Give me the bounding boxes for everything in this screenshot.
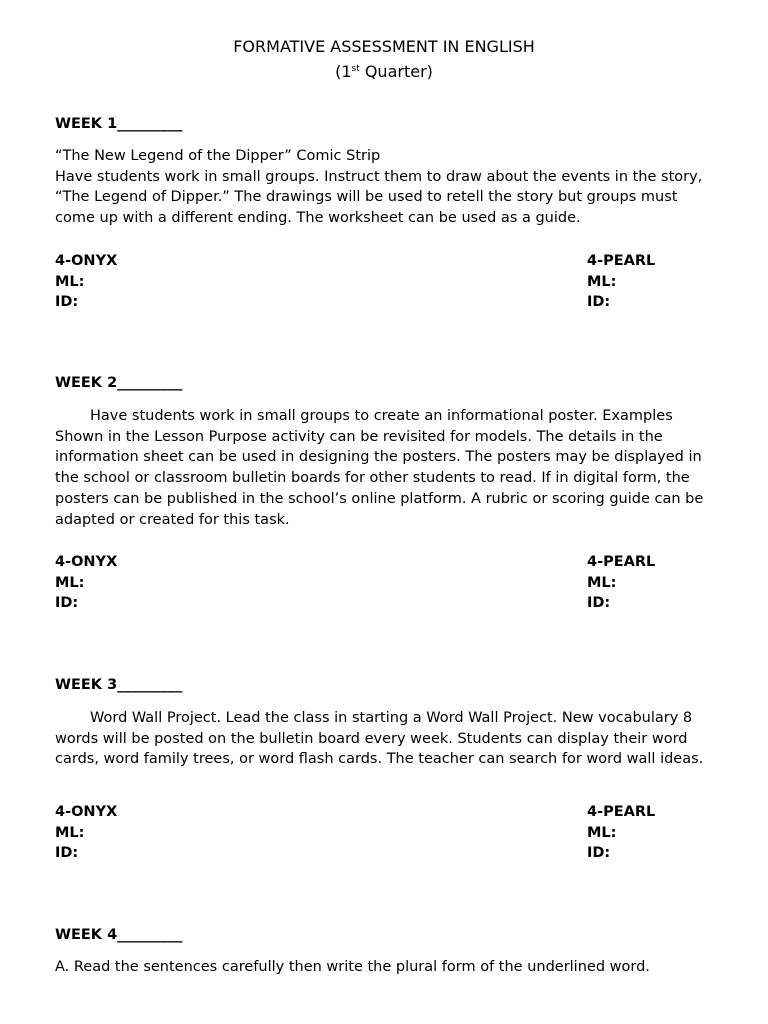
- document-title: FORMATIVE ASSESSMENT IN ENGLISH: [233, 37, 535, 56]
- id-label: ID:: [55, 595, 79, 612]
- week-1-section-onyx: [55, 251, 117, 313]
- ml-label: ML:: [55, 273, 85, 290]
- quarter-ordinal-suffix: st: [351, 64, 360, 74]
- id-label: ID:: [587, 294, 611, 311]
- week-4-heading: WEEK 4_________: [55, 927, 183, 943]
- week-2-line: [55, 406, 735, 427]
- week-4-instructions: [55, 957, 735, 978]
- ml-label: ML:: [587, 273, 617, 290]
- id-label: ID:: [587, 595, 611, 612]
- week-2-line-text: Have students work in small groups to create an informational poster. Examples: [90, 408, 673, 424]
- ml-label: ML:: [55, 824, 85, 841]
- week-3-instructions: [55, 708, 735, 770]
- section-name: 4-ONYX: [55, 804, 118, 820]
- week-1-instructions: [55, 146, 735, 229]
- week-3-line: words will be posted on the bulletin board every week. Students can display their word: [55, 730, 688, 747]
- week-2-instructions: [55, 406, 735, 530]
- section-name: 4-ONYX: [55, 554, 118, 570]
- week-3-section-pearl: [587, 802, 655, 864]
- week-3-section-onyx: [55, 802, 117, 864]
- week-3-line: cards, word family trees, or word flash cards. The teacher can search for word wall ideas.: [55, 751, 704, 768]
- week-3-heading: WEEK 3_________: [55, 677, 183, 693]
- week-2-line: adapted or created for this task.: [55, 511, 290, 528]
- week-1-line: come up with a different ending. The worksheet can be used as a guide.: [55, 210, 581, 227]
- ml-label: ML:: [587, 824, 617, 841]
- section-name: 4-PEARL: [587, 554, 656, 570]
- section-name: 4-ONYX: [55, 253, 118, 269]
- week-1-line: “The Legend of Dipper.” The drawings will be used to retell the story but groups must: [55, 189, 678, 206]
- week-2-line: information sheet can be used in designing the posters. The posters may be displayed in: [55, 449, 702, 466]
- week-4-line: A. Read the sentences carefully then write the plural form of the underlined word.: [55, 959, 650, 975]
- quarter-subtitle: [0, 62, 768, 81]
- quarter-suffix: Quarter): [359, 62, 433, 81]
- section-name: 4-PEARL: [587, 253, 656, 269]
- quarter-prefix: (1: [335, 62, 352, 81]
- week-2-section-onyx: [55, 552, 117, 614]
- section-name: 4-PEARL: [587, 804, 656, 820]
- week-1-line: “The New Legend of the Dipper” Comic Strip: [55, 148, 381, 164]
- week-1-line: Have students work in small groups. Instruct them to draw about the events in the story,: [55, 168, 703, 185]
- ml-label: ML:: [587, 574, 617, 591]
- id-label: ID:: [587, 845, 611, 862]
- week-3-line-text: Word Wall Project. Lead the class in starting a Word Wall Project. New vocabulary 8: [90, 710, 693, 726]
- week-2-line: Shown in the Lesson Purpose activity can be revisited for models. The details in the: [55, 428, 663, 445]
- ml-label: ML:: [55, 574, 85, 591]
- week-1-section-pearl: [587, 251, 655, 313]
- week-2-heading: WEEK 2_________: [55, 375, 183, 391]
- week-2-line: the school or classroom bulletin boards for other students to read. If in digital form, the: [55, 470, 690, 487]
- week-3-line: [55, 708, 735, 729]
- id-label: ID:: [55, 294, 79, 311]
- week-1-heading: WEEK 1_________: [55, 116, 183, 132]
- id-label: ID:: [55, 845, 79, 862]
- week-2-section-pearl: [587, 552, 655, 614]
- week-2-line: posters can be published in the school’s online platform. A rubric or scoring guide can be: [55, 490, 704, 507]
